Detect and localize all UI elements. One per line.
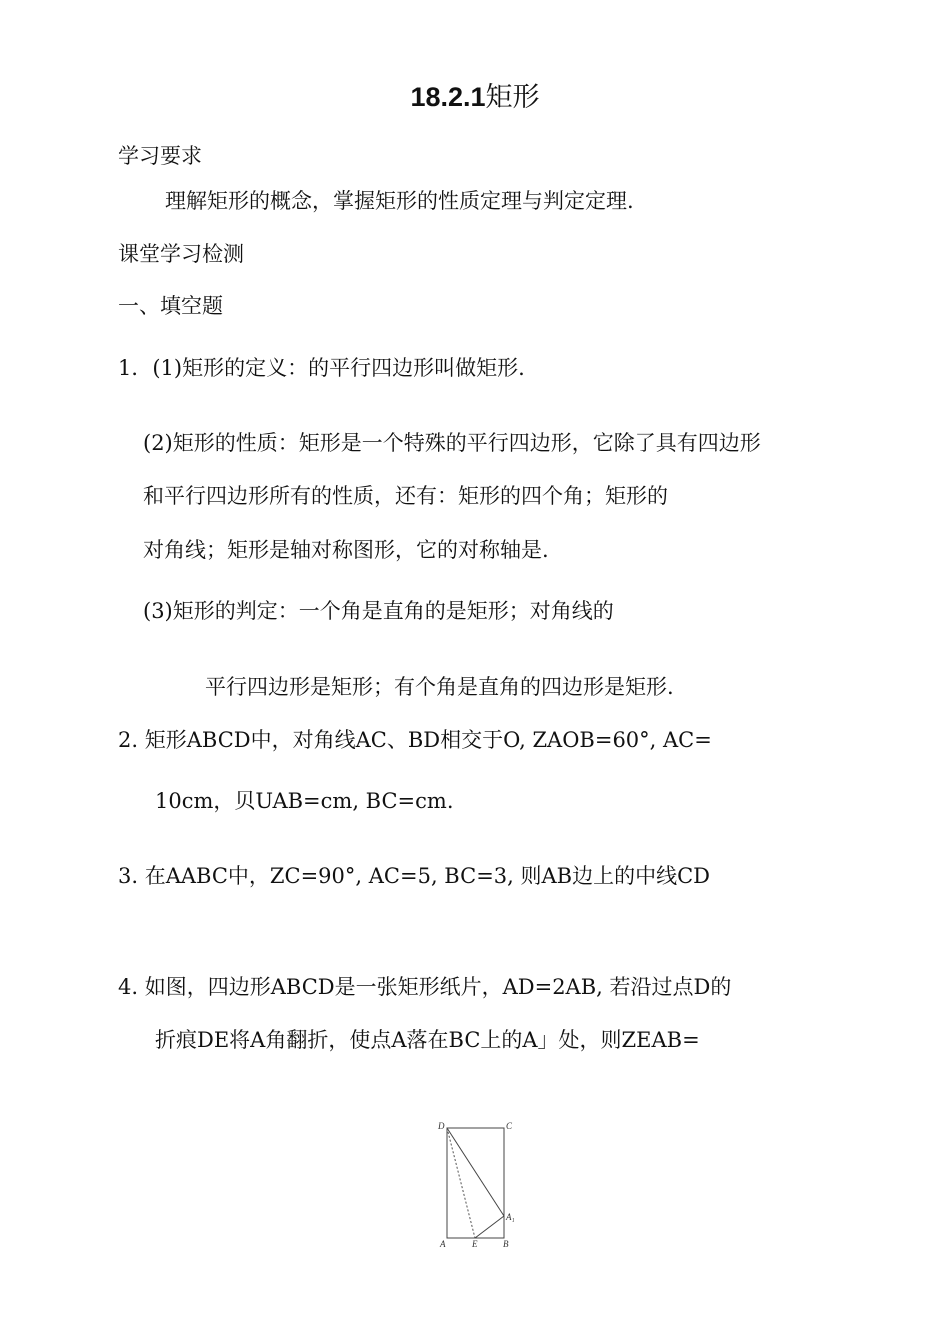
question-2-line-2: 10cm，贝UAB=cm, BC=cm.: [155, 789, 454, 813]
fold-line-d-a1: [447, 1128, 504, 1216]
question-4-line-1: 4. 如图，四边形ABCD是一张矩形纸片，AD=2AB, 若沿过点D的: [118, 975, 732, 999]
question-1-line-4: 对角线；矩形是轴对称图形，它的对称轴是.: [143, 538, 549, 562]
question-1-line-5: (3)矩形的判定：一个角是直角的是矩形；对角线的: [143, 599, 614, 623]
requirements-text: 理解矩形的概念，掌握矩形的性质定理与判定定理.: [165, 189, 634, 213]
question-1-line-6: 平行四边形是矩形；有个角是直角的四边形是矩形.: [205, 675, 674, 699]
requirements-heading: 学习要求: [118, 144, 202, 168]
question-1-line-2: (2)矩形的性质：矩形是一个特殊的平行四边形，它除了具有四边形: [143, 431, 761, 455]
question-3-line-1: 3. 在AABC中，ZC=90°, AC=5, BC=3, 则AB边上的中线CD: [118, 864, 710, 888]
rectangle-fold-figure: [432, 1120, 522, 1250]
title-text: 矩形: [485, 82, 540, 113]
label-a1: A₁: [506, 1212, 515, 1222]
label-b: B: [503, 1239, 509, 1249]
rectangle-abcd: [447, 1128, 504, 1238]
label-a: A: [440, 1239, 446, 1249]
label-e: E: [472, 1239, 478, 1249]
question-2-line-1: 2. 矩形ABCD中，对角线AC、BD相交于O, ZAOB=60°, AC=: [118, 728, 712, 752]
label-c: C: [506, 1121, 513, 1131]
question-1-line-1: 1．(1)矩形的定义：的平行四边形叫做矩形.: [118, 356, 525, 380]
segment-e-a1: [475, 1216, 504, 1238]
part-one-heading: 一、填空题: [118, 294, 223, 318]
title-number: 18.2.1: [410, 82, 486, 112]
fold-crease-de: [447, 1128, 475, 1238]
question-4-line-2: 折痕DE将A角翻折，使点A落在BC上的A」处，则ZEAB=: [155, 1028, 700, 1052]
classroom-heading: 课堂学习检测: [118, 242, 244, 266]
page-title: [0, 80, 950, 115]
question-1-line-3: 和平行四边形所有的性质，还有：矩形的四个角；矩形的: [143, 484, 668, 508]
label-d: D: [438, 1121, 445, 1131]
